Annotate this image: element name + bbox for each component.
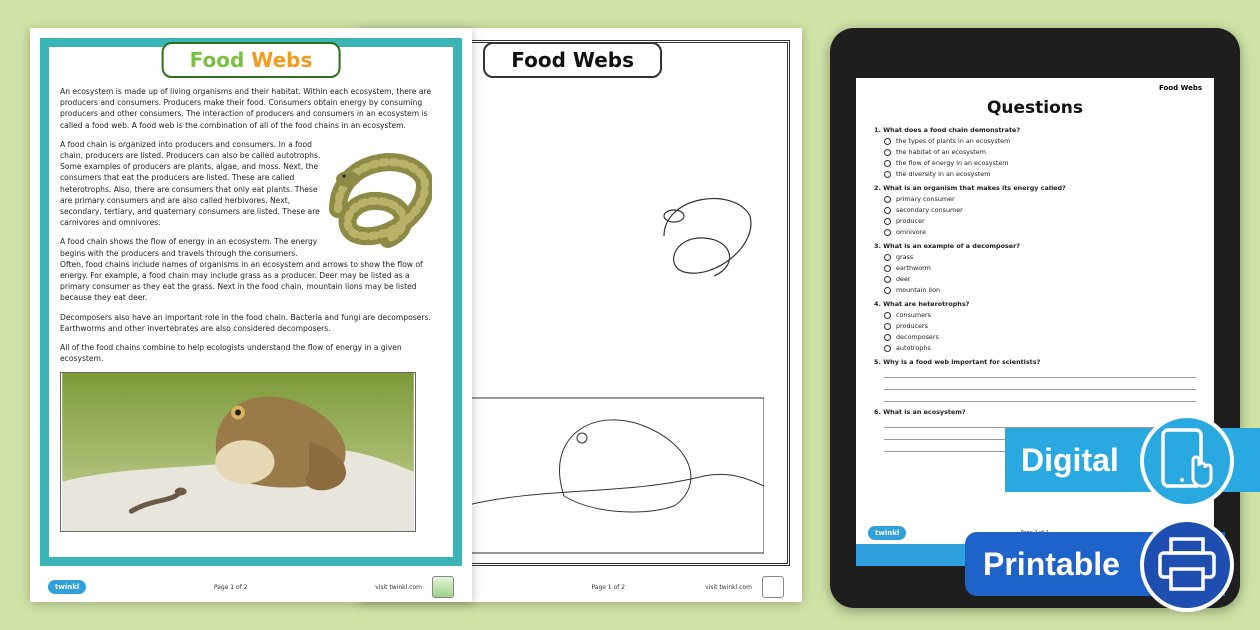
answer-option[interactable]	[884, 217, 1196, 225]
answer-option-label: the diversity in an ecosystem	[896, 170, 991, 178]
paragraph-4: Decomposers also have an important role in the food chain. Bacteria and fungi are decomposers. Earthworms and other invertebrates are also considered decomposers.	[60, 312, 431, 333]
answer-option-label: the habitat of an ecosystem	[896, 148, 986, 156]
tablet-touch-icon	[1140, 414, 1234, 508]
answer-option[interactable]	[884, 159, 1196, 167]
radio-button[interactable]	[884, 196, 891, 203]
bw-illustrations	[464, 86, 764, 556]
radio-button[interactable]	[884, 287, 891, 294]
answer-option[interactable]	[884, 228, 1196, 236]
answer-option-label: mountain lion	[896, 286, 941, 294]
site-link: visit twinkl.com	[375, 583, 422, 591]
title-word-food: Food	[189, 48, 245, 72]
radio-button[interactable]	[884, 312, 891, 319]
answer-option[interactable]	[884, 311, 1196, 319]
radio-button[interactable]	[884, 323, 891, 330]
question-item	[874, 358, 1196, 402]
radio-button[interactable]	[884, 138, 891, 145]
answer-option-label: the flow of energy in an ecosystem	[896, 159, 1009, 167]
radio-button[interactable]	[884, 265, 891, 272]
bw-page-number: Page 1 of 2	[591, 583, 626, 591]
answer-option-label: secondary consumer	[896, 206, 963, 214]
radio-button[interactable]	[884, 229, 891, 236]
answer-option-label: the types of plants in an ecosystem	[896, 137, 1011, 145]
radio-button[interactable]	[884, 160, 891, 167]
answer-option[interactable]	[884, 148, 1196, 156]
answer-option[interactable]	[884, 286, 1196, 294]
answer-option[interactable]	[884, 264, 1196, 272]
question-text: 3. What is an example of a decomposer?	[874, 242, 1020, 250]
worksheet-title	[162, 42, 341, 78]
answer-option[interactable]	[884, 170, 1196, 178]
title-word-webs: Webs	[251, 48, 313, 72]
radio-button[interactable]	[884, 149, 891, 156]
twinkl-logo: twinkl	[48, 580, 86, 594]
bw-quality-badge-icon	[762, 576, 784, 598]
question-item	[874, 184, 1196, 236]
answer-option[interactable]	[884, 195, 1196, 203]
answer-option-label: autotrophs	[896, 344, 931, 352]
snake-illustration	[328, 139, 432, 251]
worksheet-body	[60, 86, 432, 532]
answer-option-label: earthworm	[896, 264, 931, 272]
worksheet-footer	[30, 572, 472, 602]
questions-list	[856, 118, 1214, 452]
question-text: 6. What is an ecosystem?	[874, 408, 966, 416]
printable-label: Printable	[983, 545, 1120, 582]
answer-option[interactable]	[884, 253, 1196, 261]
question-text: 4. What are heterotrophs?	[874, 300, 970, 308]
radio-button[interactable]	[884, 276, 891, 283]
answer-option-label: producers	[896, 322, 928, 330]
page-number: Page 1 of 2	[213, 583, 248, 591]
paragraph-1: An ecosystem is made up of living organisms and their habitat. Within each ecosystem, there are producers and consumers. Producers make their food. Consumers obtain energy by consuming producers and other consumers. The interaction of producers and consumers in an ecosystem is called a food web. A food web is the combination of all of the food chains in an ecosystem.	[60, 87, 432, 130]
quality-badge-icon	[432, 576, 454, 598]
answer-option-label: producer	[896, 217, 925, 225]
questions-title: Questions	[986, 98, 1084, 118]
answer-line[interactable]	[884, 389, 1196, 390]
worksheet-color-page	[30, 28, 472, 602]
question-item	[874, 300, 1196, 352]
radio-button[interactable]	[884, 207, 891, 214]
answer-line[interactable]	[884, 377, 1196, 378]
answer-option[interactable]	[884, 322, 1196, 330]
question-text: 5. Why is a food web important for scientists?	[874, 358, 1041, 366]
digital-label: Digital	[1021, 441, 1119, 478]
answer-line[interactable]	[884, 401, 1196, 402]
radio-button[interactable]	[884, 345, 891, 352]
answer-option-label: grass	[896, 253, 914, 261]
question-item	[874, 126, 1196, 178]
radio-button[interactable]	[884, 254, 891, 261]
tablet-twinkl-logo: twinkl	[868, 526, 906, 540]
printer-icon	[1140, 518, 1234, 612]
answer-option[interactable]	[884, 344, 1196, 352]
answer-option[interactable]	[884, 275, 1196, 283]
radio-button[interactable]	[884, 218, 891, 225]
paragraph-3: A food chain shows the flow of energy in an ecosystem. The energy begins with the producers and travels through the consumers. Often, food chains include names of organisms in an ecosystem and arrows to show the flow of energy. For example, a food chain may include grass as a producer. Deer may be listed as a primary consumer as they eat the grass. Next in the food chain, mountain lions may be listed because they eat deer.	[60, 237, 423, 303]
answer-option-label: primary consumer	[896, 195, 955, 203]
answer-option-label: deer	[896, 275, 911, 283]
frog-illustration	[60, 372, 416, 532]
answer-option[interactable]	[884, 206, 1196, 214]
question-text: 2. What is an organism that makes its energy called?	[874, 184, 1066, 192]
paragraph-2: A food chain is organized into producers and consumers. In a food chain, producers are listed. Producers can also be called autotrophs. Some examples of producers are plants, algae, and moss. Next, the consumers that eat the producers are listed. These are called heterotrophs. Also, there are consumers that only eat plants. These are primary consumers and are also called herbivores. Next, secondary, tertiary, and quaternary consumers are listed. These are carnivores and omnivores.	[60, 139, 321, 228]
answer-option[interactable]	[884, 137, 1196, 145]
radio-button[interactable]	[884, 334, 891, 341]
questions-header: Food Webs	[1159, 84, 1202, 92]
radio-button[interactable]	[884, 171, 891, 178]
answer-option-label: consumers	[896, 311, 931, 319]
paragraph-5: All of the food chains combine to help ecologists understand the flow of energy in a given ecosystem.	[60, 343, 402, 364]
answer-option-label: omnivore	[896, 228, 927, 236]
question-text: 1. What does a food chain demonstrate?	[874, 126, 1021, 134]
question-item	[874, 242, 1196, 294]
worksheet-bw-body	[464, 86, 764, 559]
answer-option-label: decomposers	[896, 333, 939, 341]
worksheet-bw-title: Food Webs	[483, 42, 662, 78]
answer-option[interactable]	[884, 333, 1196, 341]
bw-site-link: visit twinkl.com	[705, 583, 752, 591]
